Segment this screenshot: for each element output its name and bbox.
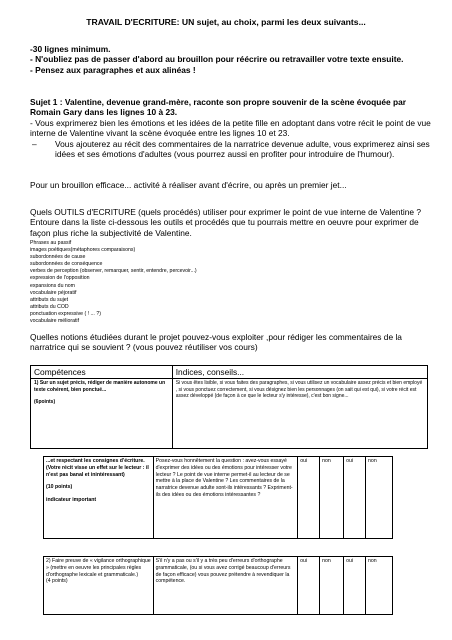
sujet1-line: - Vous exprimerez bien les émotions et les idées de la petite fille en adoptant dans votre récit le point de vue interne de Valentine vivant la scène évoquée entre les lignes 10 et 23.	[30, 118, 431, 139]
notions-question: Quelles notions étudiées durant le projet pouvez-vous exploiter ,pour rédiger les commentaires de la narratrice qui se souvient ? (vous pouvez réutiliser vos cours)	[30, 332, 402, 353]
orthographe-points: (4 points)	[46, 578, 68, 585]
consignes-points: (10 points)	[46, 484, 73, 491]
evaluation-table-2	[43, 556, 393, 615]
competences-table	[30, 365, 428, 449]
tool-item: vocabulaire mélioratif	[30, 318, 80, 325]
brouillon-text: Pour un brouillon efficace... activité à réaliser avant d'écrire, ou après un premier jet...	[30, 180, 347, 190]
consignes-effect: (Votre récit visse un effet sur le lecteur : il n'est pas banal et inintéressant)	[46, 464, 149, 478]
mark-non[interactable]: non	[366, 457, 393, 539]
tool-item: subordonnées de cause	[30, 254, 86, 261]
tool-item: vocabulaire péjoratif	[30, 289, 77, 296]
competence-cell	[31, 379, 173, 449]
instructions	[30, 44, 432, 75]
consignes-title: ...et respectant les consignes d'écriture.	[46, 458, 145, 464]
mark-non[interactable]: non	[320, 457, 344, 539]
mark-oui[interactable]: oui	[298, 557, 320, 615]
evaluation-table-1	[43, 456, 393, 539]
instruction-paragraphs: - Pensez aux paragraphes et aux alinéas !	[30, 64, 196, 75]
header-competences: Compétences	[31, 366, 173, 379]
outils-question: Quels OUTILS d'ECRITURE (quels procédés) utiliser pour exprimer le point de vue interne de Valentine ? Entoure dans la liste ci-dessous les outils et procédés que tu pourrais mettre en oeuvre pour exprimer de façon plus riche la subjectivité de Valentine.	[30, 207, 422, 238]
sujet1-heading: Sujet 1 : Valentine, devenue grand-mère, raconte son propre souvenir de la scène évoquée par Romain Gary dans les lignes 10 à 23.	[30, 97, 407, 118]
sujet1-bullet: Vous ajouterez au récit des commentaires de la narratrice devenue adulte, vous exprimerez ainsi ses idées et ses émotions d'adultes (vous pourrez aussi en profiter pour introduire de l'humour).	[55, 139, 430, 160]
page-title: TRAVAIL D'ECRITURE: UN sujet, au choix, parmi les deux suivants...	[86, 17, 366, 27]
tool-item: expansions du nom	[30, 282, 75, 289]
orthographe-competence	[44, 557, 154, 615]
header-indices: Indices, conseils...	[172, 366, 427, 379]
tool-item: Phrases au passif	[30, 240, 72, 246]
orthographe-question: S'il n'y a pas ou s'il y a très peu d'erreurs d'orthographe grammaticale, (ou si vous avez corrigé beaucoup d'erreurs de façon efficace) vous pouvez prétendre à revendiquer la compétence.	[153, 557, 298, 615]
mark-oui[interactable]: oui	[344, 457, 366, 539]
tool-item: images poétiques(métaphores comparaisons)	[30, 247, 136, 254]
tools-list	[30, 240, 330, 325]
tool-item: subordonnées de conséquence	[30, 261, 103, 268]
tool-item: attributs du sujet	[30, 296, 69, 303]
instruction-line-count: -30 lignes minimum.	[30, 44, 111, 54]
instruction-draft: - N'oubliez pas de passer d'abord au brouillon pour réécrire ou retravailler votre texte ensuite.	[30, 54, 404, 65]
consignes-question: Posez-vous honnêtement la question : avez-vous essayé d'exprimer des idées ou des émotions pour intéresser votre lecteur ? Le point de vue interne permet-il au lecteur de se mettre à la place de Valentine ? Les commentaires de la narratrice devenue adulte sont-ils intéressants ? Expriment-ils des idées ou des émotions intéressantes ?	[153, 457, 298, 539]
mark-oui[interactable]: oui	[298, 457, 320, 539]
mark-oui[interactable]: oui	[344, 557, 366, 615]
advice-cell: Si vous êtes lisible, si vous faites des paragraphes, si vous utilisez un vocabulaire assez précis et bien employé , si vous ponctuez correctement, si vous désignez bien les personnages (on sait qui est qui), si votre récit est assez développé (de façon à ce que le lecteur s'y intéresse), c'est bon signe...	[172, 379, 427, 449]
consignes-indicator: indicateur important	[46, 497, 97, 504]
competence-text: 1) Sur un sujet précis, rédiger de manière autonome un texte cohérent, bien ponctué...	[34, 380, 166, 393]
sujet1-dash: –	[32, 139, 37, 149]
mark-non[interactable]: non	[366, 557, 393, 615]
consignes-competence	[44, 457, 154, 539]
orthographe-title: 2) Faire preuve de « vigilance orthographique » (mettre en oeuvre les principales règles d'orthographe lexicale et grammaticale.)	[46, 558, 151, 578]
competence-points: (6points)	[34, 399, 56, 405]
tool-item: verbes de perception (observer, remarquer, sentir, entendre, percevoir...)	[30, 268, 197, 275]
tool-item: expression de l'opposition	[30, 275, 90, 282]
tool-item: ponctuation expressive ( ! ... ?)	[30, 310, 101, 317]
tool-item: attributs du COD	[30, 303, 69, 310]
mark-non[interactable]: non	[320, 557, 344, 615]
